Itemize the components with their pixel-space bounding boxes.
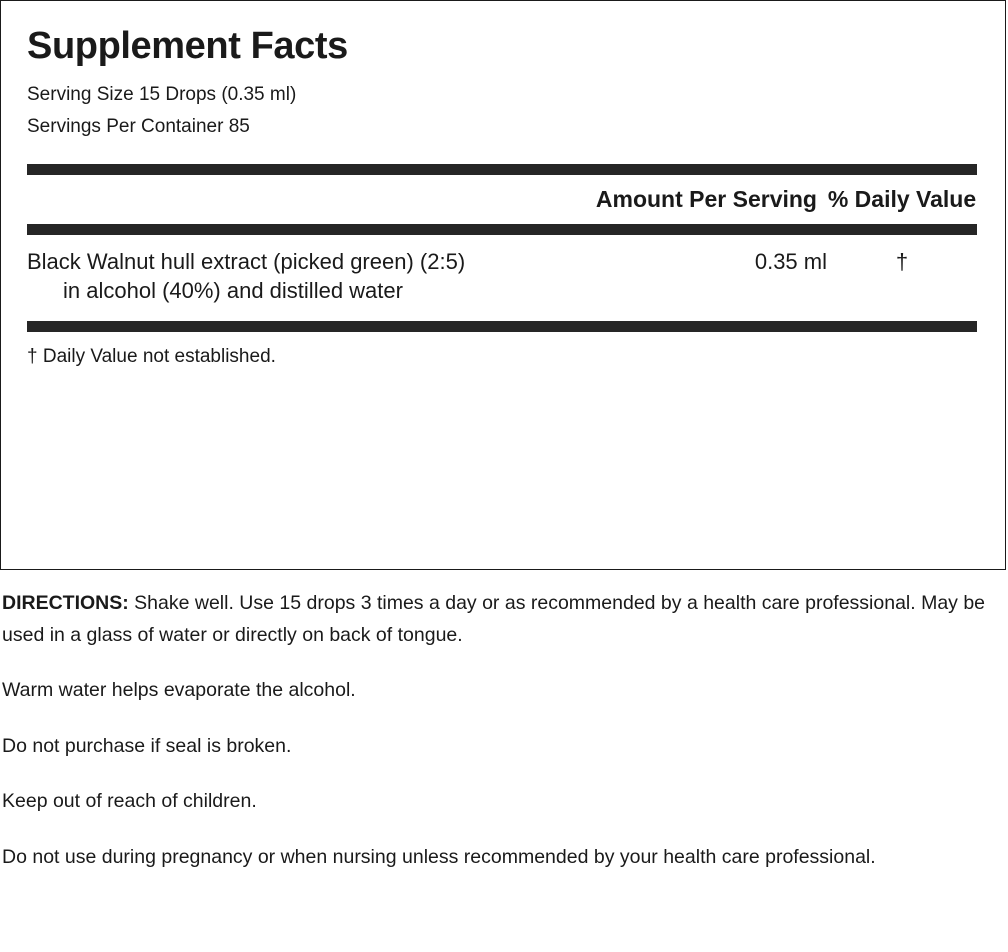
directions-note-3: Keep out of reach of children. <box>2 790 257 813</box>
directions-note-4: Do not use during pregnancy or when nursing unless recommended by your health care professional. <box>2 845 876 868</box>
ingredient-name-sub: in alcohol (40%) and distilled water <box>63 277 403 303</box>
ingredient-amount: 0.35 ml <box>754 248 827 274</box>
column-header-amount-per-serving: Amount Per Serving <box>595 185 817 212</box>
servings-per-container-text: Servings Per Container 85 <box>27 116 250 138</box>
table-row <box>27 235 977 310</box>
directions-section <box>0 588 1008 873</box>
directions-note-2: Do not purchase if seal is broken. <box>2 734 292 757</box>
directions-primary-paragraph <box>2 588 1006 651</box>
ingredient-daily-value: † <box>895 248 909 274</box>
directions-label: DIRECTIONS: <box>2 592 129 614</box>
daily-value-footnote: † Daily Value not established. <box>27 346 276 368</box>
column-header-daily-value: % Daily Value <box>827 185 977 212</box>
ingredient-name-main: Black Walnut hull extract (picked green) (2:5) <box>27 248 466 274</box>
divider-top <box>27 164 977 175</box>
ingredient-name <box>27 247 627 306</box>
directions-note-1: Warm water helps evaporate the alcohol. <box>2 679 356 702</box>
divider-under-header <box>27 224 977 235</box>
divider-bottom <box>27 321 977 332</box>
serving-size-text: Serving Size 15 Drops (0.35 ml) <box>27 83 297 105</box>
table-header-row <box>27 175 977 214</box>
directions-main-text: Shake well. Use 15 drops 3 times a day or as recommended by a health care professional. May be used in a glass of water or directly on back of tongue. <box>2 592 986 646</box>
supplement-facts-title: Supplement Facts <box>27 25 348 67</box>
